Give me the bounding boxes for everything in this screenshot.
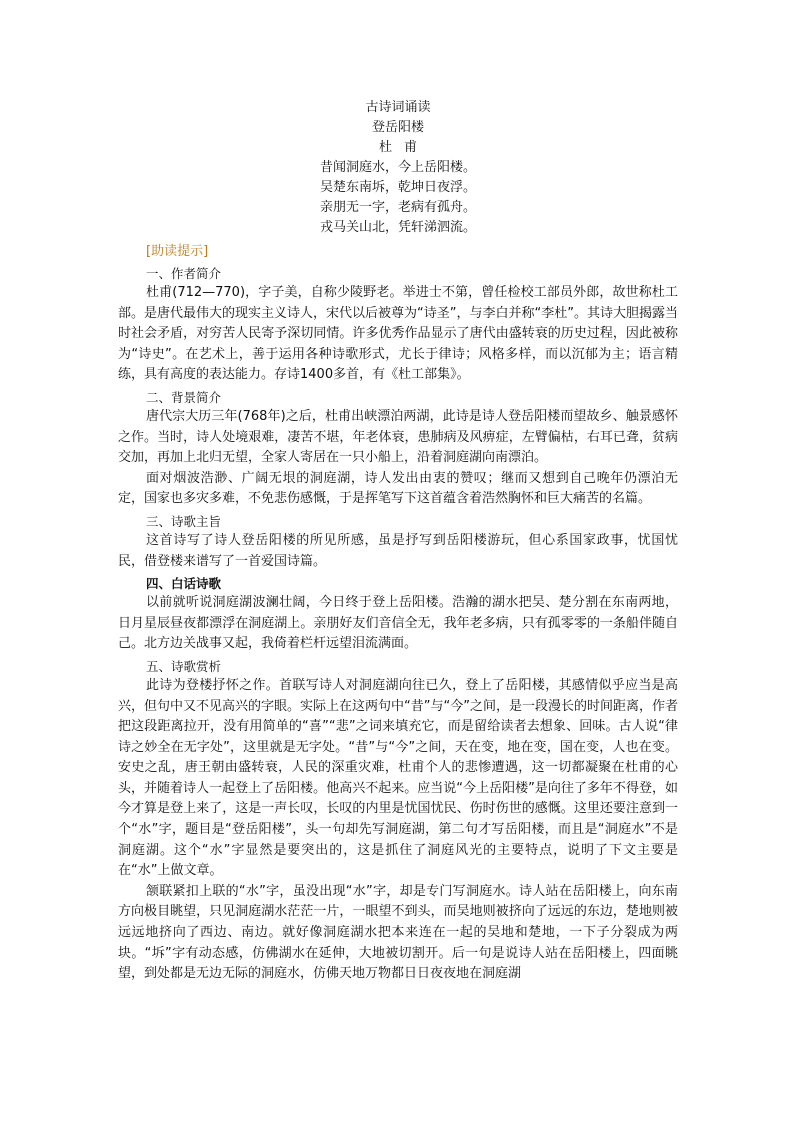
section-title: 五、诗歌赏析: [146, 658, 222, 674]
section-paragraph: 唐代宗大历三年(768年)之后，杜甫出峡漂泊两湖，此诗是诗人登岳阳楼而望故乡、触景感怀之作。当时，诗人处境艰难，凄苦不堪，年老体衰，患肺病及风痹症，左臂偏枯，右耳已聋，贫病交加，再加上北归无望，全家人寄居在一只小船上，沿着洞庭湖向南漂泊。: [118, 408, 678, 466]
poem-title: 登岳阳楼: [371, 120, 424, 135]
section-heading: 古诗词诵读: [365, 100, 431, 115]
reading-hint-label: [助读提示]: [146, 244, 209, 259]
section-title: 三、诗歌主旨: [146, 513, 222, 529]
section-title: 二、背景简介: [146, 389, 222, 405]
section-paragraph: 以前就听说洞庭湖波澜壮阔，今日终于登上岳阳楼。浩瀚的湖水把吴、楚分割在东南两地，日月星辰昼夜都漂浮在洞庭湖上。亲朋好友们音信全无，我年老多病，只有孤零零的一条船伴随自己。北方边关战事又起，我倚着栏杆远望泪流满面。: [118, 595, 678, 652]
poem-line: 亲朋无一字，老病有孤舟。: [319, 200, 476, 215]
section-paragraph: 杜甫(712—770)，字子美，自称少陵野老。举进士不第，曾任检校工部员外郎，故世称杜工部。是唐代最伟大的现实主义诗人，宋代以后被尊为“诗圣”，与李白并称“李杜”。其诗大胆揭露当时社会矛盾，对穷苦人民寄予深切同情。许多优秀作品显示了唐代由盛转衰的历史过程，因此被称为“诗史”。在艺术上，善于运用各种诗歌形式，尤长于律诗；风格多样，而以沉郁为主；语言精练，具有高度的表达能力。存诗1400多首，有《杜工部集》。: [118, 285, 678, 383]
poem-line: 吴楚东南坼，乾坤日夜浮。: [319, 180, 476, 195]
section-paragraph: 这首诗写了诗人登岳阳楼的所见所感，虽是抒写到岳阳楼游玩，但心系国家政事，忧国忧民，借登楼来谱写了一首爱国诗篇。: [118, 532, 678, 569]
section-title: 四、白话诗歌: [146, 576, 222, 592]
poem-author: 杜甫: [378, 140, 429, 155]
document-body: [118, 98, 678, 985]
section-paragraph: 此诗为登楼抒怀之作。首联写诗人对洞庭湖向往已久，登上了岳阳楼，其感情似乎应当是高兴，但句中又不见高兴的字眼。实际上在这两句中“昔”与“今”之间，是一段漫长的时间距离，作者把这段距离拉开，没有用简单的“喜”“悲”之词来填充它，而是留给读者去想象、回味。古人说“律诗之妙全在无字处”，这里就是无字处。“昔”与“今”之间，天在变，地在变，国在变，人也在变。安史之乱，唐王朝由盛转衰，人民的深重灾难，杜甫个人的悲惨遭遇，这一切都凝聚在杜甫的心头，并随着诗人一起登上了岳阳楼。他高兴不起来。应当说“今上岳阳楼”是向往了多年不得登，如今才算是登上来了，这是一声长叹，长叹的内里是忧国忧民、伤时伤世的感慨。这里还要注意到一个“水”字，题目是“登岳阳楼”，头一句却先写洞庭湖，第二句才写岳阳楼，而且是“洞庭水”不是洞庭湖。这个“水”字显然是要突出的，这是抓住了洞庭风光的主要特点，说明了下文主要是在“水”上做文章。: [118, 677, 678, 879]
poem-block: [118, 98, 678, 238]
section-title: 一、作者简介: [146, 266, 222, 281]
poem-line: 昔闻洞庭水，今上岳阳楼。: [319, 160, 476, 175]
poem-line: 戎马关山北，凭轩涕泗流。: [319, 220, 476, 235]
section-paragraph: 面对烟波浩渺、广阔无垠的洞庭湖，诗人发出由衷的赞叹；继而又想到自己晚年仍漂泊无定，国家也多灾多难，不免悲伤感慨，于是挥笔写下这首蕴含着浩然胸怀和巨大痛苦的名篇。: [118, 470, 678, 507]
section-paragraph: 颔联紧扣上联的“水”字，虽没出现“水”字，却是专门写洞庭水。诗人站在岳阳楼上，向东南方向极目眺望，只见洞庭湖水茫茫一片，一眼望不到头，而吴地则被挤向了远远的东边，楚地则被远远地挤向了西边、南边。就好像洞庭湖水把本来连在一起的吴地和楚地，一下子分裂成为两块。“坼”字有动态感，仿佛湖水在延伸，大地被切割开。后一句是说诗人站在岳阳楼上，四面眺望，到处都是无边无际的洞庭水，仿佛天地万物都日日夜夜地在洞庭湖: [118, 883, 678, 982]
sections-container: [118, 264, 678, 985]
